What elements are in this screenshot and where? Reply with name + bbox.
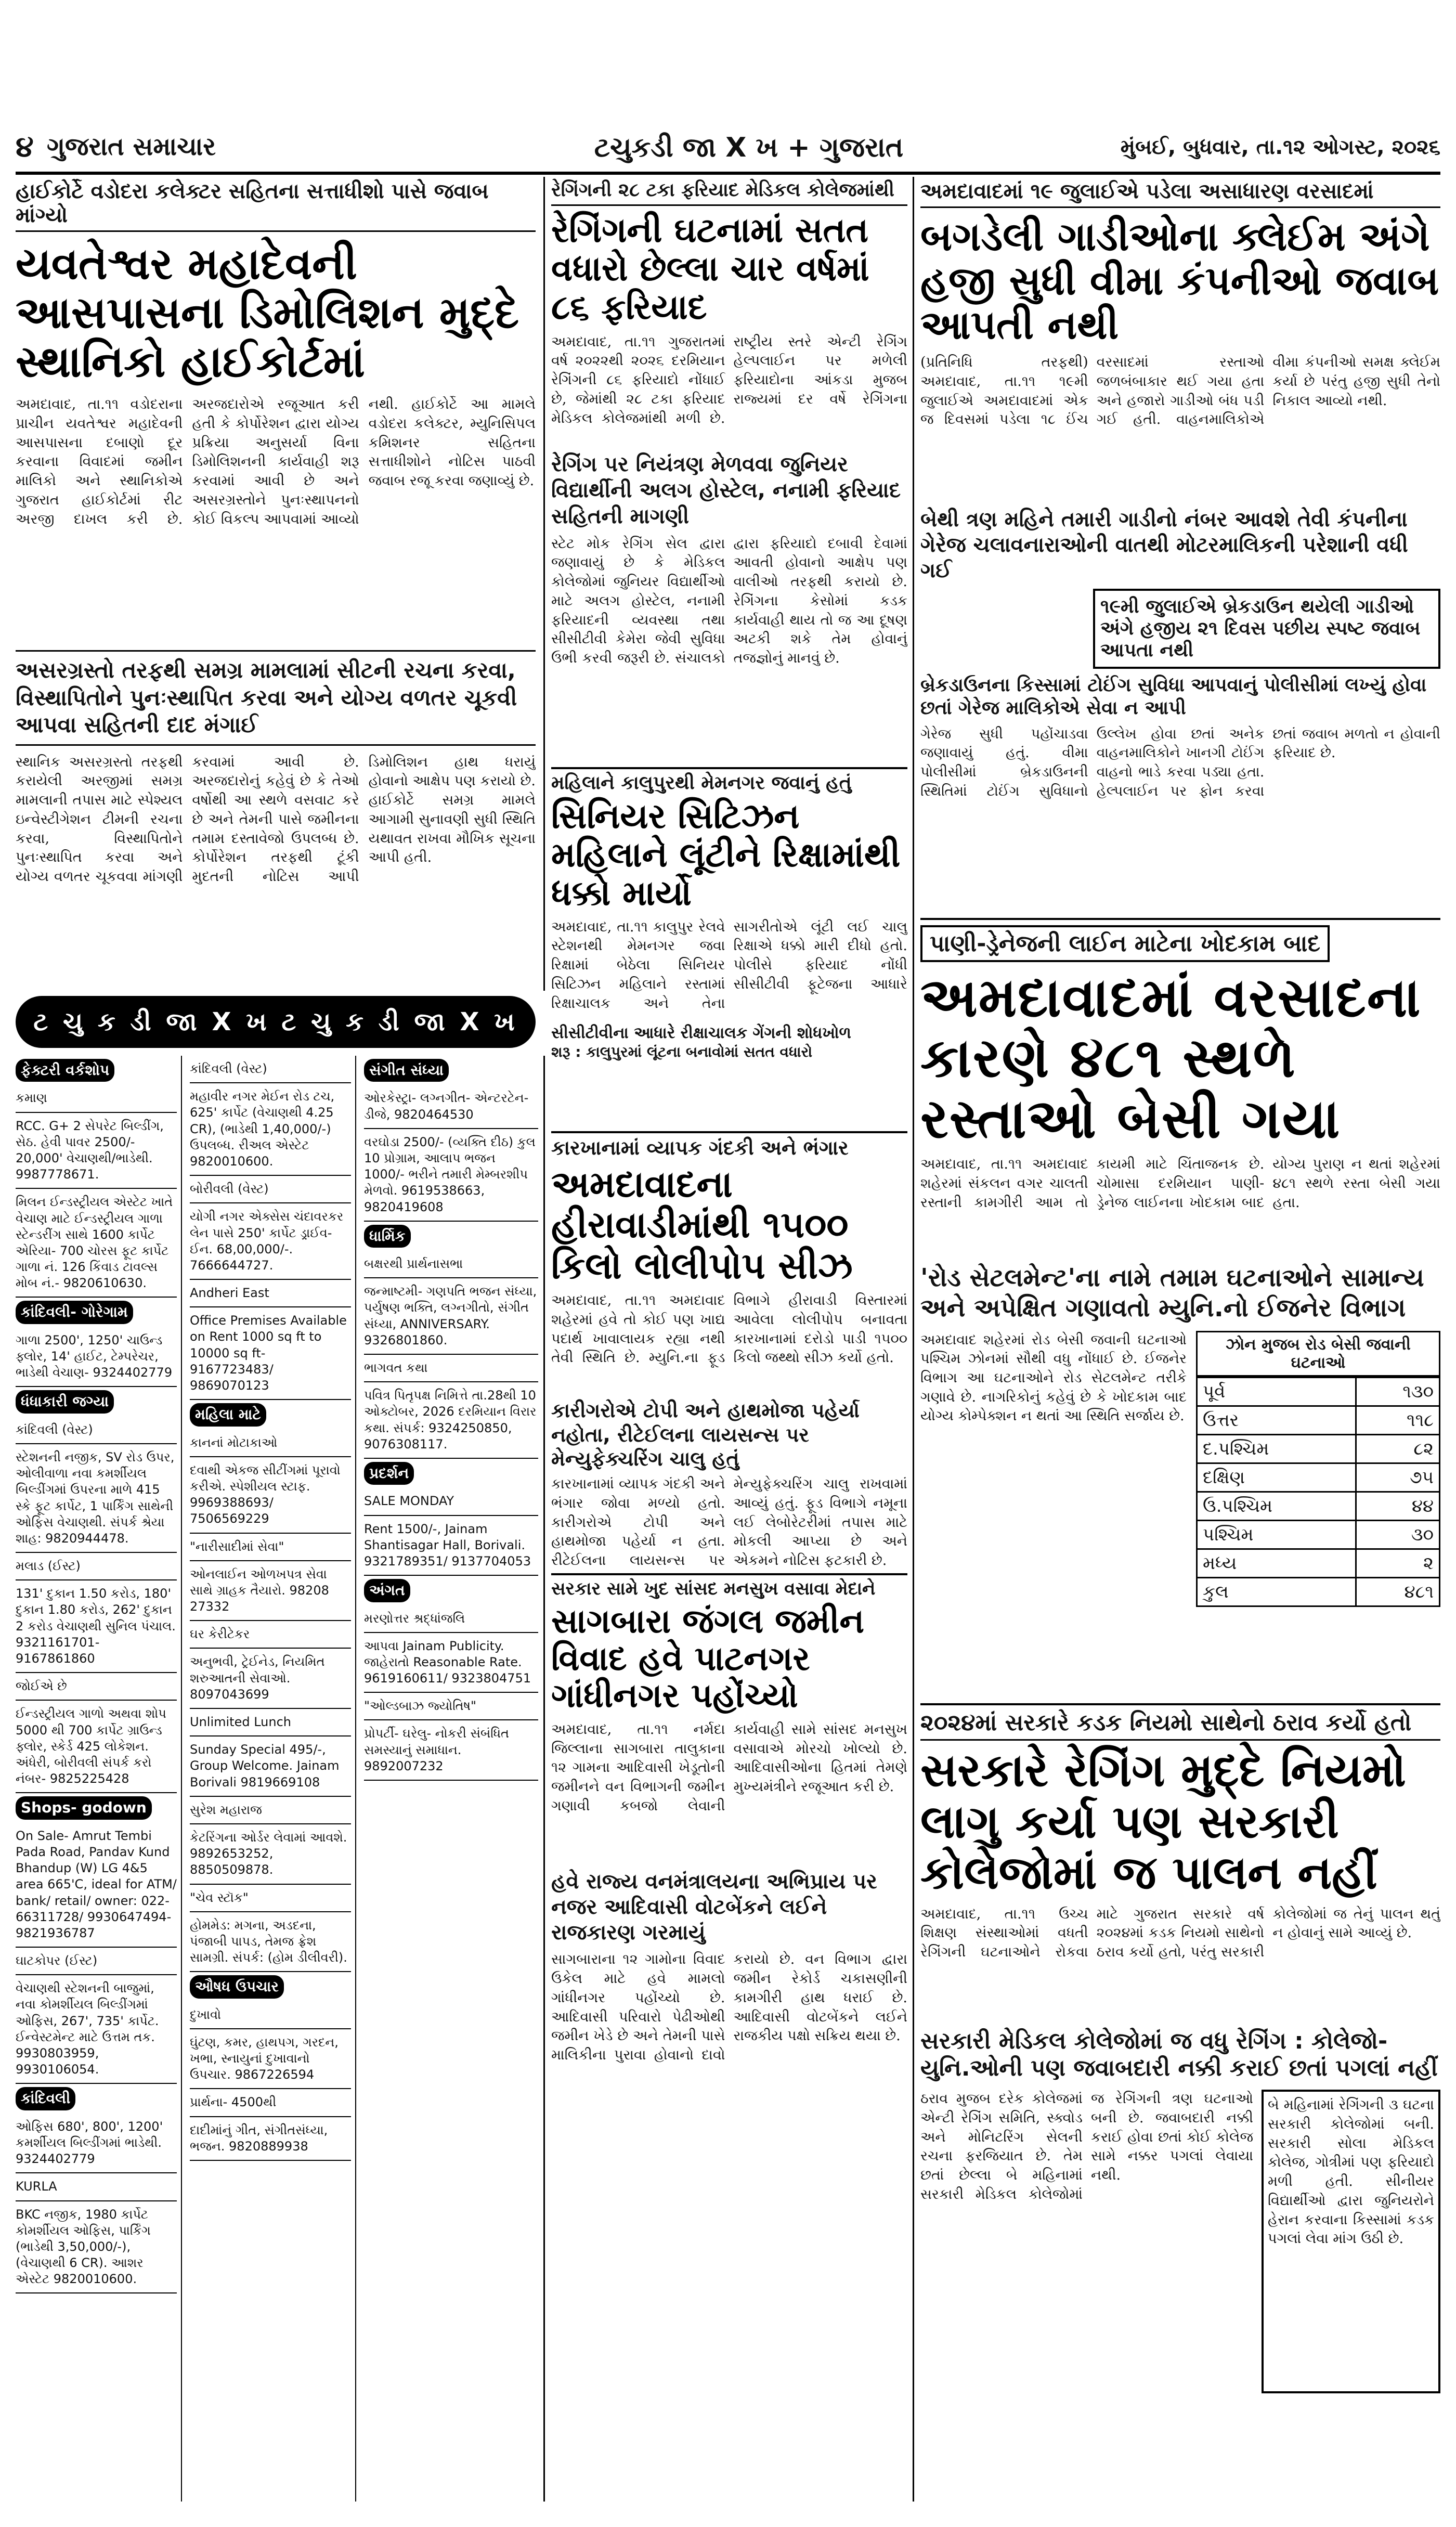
classified-ad: યોગી નગર એક્સેસ ચંદાવરકર લેન પાસે 250' કાર્પેટ ડ્રાઈવ- ઈન. 68,00,000/-. 7666644727.	[190, 1203, 351, 1280]
classifieds-column-2	[190, 1056, 356, 2502]
zone-name: કુલ	[1197, 1577, 1356, 1606]
classified-ad: BKC નજીક, 1980 કાર્પેટ કોમર્શીયલ ઓફિસ, પાર્કિંગ (ભાડેથી 3,50,000/-), (વેચાણથી 6 CR). આશર એસ્ટેટ 9820010600.	[16, 2201, 177, 2294]
story-body: અમદાવાદ, તા.૧૧ અમદાવાદ શહેરમાં સંકલન વગર ચાલતી રસ્તાની કામગીરી આમ તો કાયમી માટે ચિંતાજનક છે. ચોમાસા દરમિયાન પાણી-ડ્રેનેજ લાઈનના ખોદકામ બાદ યોગ્ય પુરાણ ન થતાં શહેરમાં ૪૮૧ સ્થળે રસ્તા બેસી ગયા હતા.	[920, 1156, 1440, 1211]
classified-ad: પ્રાર્થના- 4500થી	[190, 2089, 351, 2117]
classified-ad: પ્રોપર્ટી- ઘરેલુ- નોકરી સંબંધિત સમસ્યાનું સમાધાન. 9892007232	[364, 1720, 538, 1781]
story-body: અમદાવાદ, તા.૧૧ નર્મદા જિલ્લાના સાગબારા તાલુકાના ૧૨ ગામના આદિવાસી ખેડૂતોની જમીનને વન વિભાગની જમીન ગણાવી કબજો લેવાની કાર્યવાહી સામે સાંસદ મનસુખ વસાવાએ મોરચો ખોલ્યો છે. આદિવાસીઓના હિતમાં તેમણે મુખ્યમંત્રીને રજૂઆત કરી છે.	[551, 1721, 907, 1814]
zone-table-row	[1197, 1492, 1440, 1520]
page-number: ૪	[16, 130, 34, 164]
story-callout: ૧૯મી જુલાઈએ બ્રેકડાઉન થયેલી ગાડીઓ અંગે હજીય ૨૧ દિવસ પછીય સ્પષ્ટ જવાબ આપતા નથી	[1093, 589, 1440, 669]
zone-name: દક્ષિણ	[1197, 1463, 1356, 1492]
zone-count: ૪૪	[1356, 1492, 1439, 1520]
masthead	[16, 130, 1440, 172]
story-ragging-complaints	[551, 179, 907, 762]
classified-ad: દુખાવો	[190, 2002, 351, 2029]
classifieds-column-3	[364, 1056, 538, 2502]
zone-name: પૂર્વ	[1197, 1377, 1356, 1406]
paper-name: ગુજરાત સમાચાર	[47, 132, 216, 161]
classified-ad: દવાથી એકજ સીટીંગમાં પૂરાવો કરીએ. સ્પેશીયલ સ્ટાફ. 9969388693/ 7506569229	[190, 1457, 351, 1534]
classified-ad: ઘર કેરીટેકર	[190, 1621, 351, 1649]
classified-ad: વરઘોડા 2500/- (વ્યક્તિ દીઠ) કુલ 10 પ્રોગ્રામ, આલાપ ભજન 1000/- ભરીને તમારી મેમ્બરશીપ મેળવો. 9619538663, 9820419608	[364, 1129, 538, 1222]
classified-ad: જોઈએ છે	[16, 1673, 177, 1701]
classified-ad: "નારીસાદીમાં સેવા"	[190, 1534, 351, 1561]
zone-count: ૧૩૦	[1356, 1377, 1439, 1406]
zone-table-row	[1197, 1463, 1440, 1492]
classified-ad: કાંદિવલી (વેસ્ટ)	[16, 1417, 177, 1444]
story-subhead: 'રોડ સેટલમેન્ટ'ના નામે તમામ ઘટનાઓને સામાન્ય અને અપેક્ષિત ગણાવતો મ્યુનિ.નો ઈજનેર વિભાગ	[920, 1263, 1424, 1323]
classified-ad: કમાણ	[16, 1085, 177, 1112]
column-divider	[543, 1056, 545, 2502]
story-headline: સિનિયર સિટિઝન મહિલાને લૂંટીને રિક્ષામાંથી ધક્કો માર્યો	[551, 796, 901, 913]
story-kicker: સરકાર સામે ખુદ સાંસદ મનસુખ વસાવા મેદાને	[551, 1578, 876, 1599]
zone-count: ૮૨	[1356, 1434, 1439, 1463]
story-subhead: રેગિંગ પર નિયંત્રણ મેળવવા જુનિયર વિદ્યાર્થીની અલગ હોસ્ટેલ, નનામી ફરિયાદ સહિતની માગણી	[551, 452, 901, 528]
classified-ad: પવિત્ર પિતૃપક્ષ નિમિત્તે તા.28થી 10 ઓક્ટોબર, 2026 દરમિયાન વિરાર કથા. સંપર્ક: 9324250850, 9076308117.	[364, 1382, 538, 1459]
story-subhead-2: શરૂ : કાલુપુરમાં લૂંટના બનાવોમાં સતત વધારો	[551, 1043, 813, 1060]
zone-count: ૭૫	[1356, 1463, 1439, 1492]
classified-ad: મહાવીર નગર મેઈન રોડ ટચ, 625' કાર્પેટ (વેચાણથી 4.25 CR), (ભાડેથી 1,40,000/-) ઉપલબ્ધ. રીઅલ એસ્ટેટ 9820010600.	[190, 1083, 351, 1176]
story-subhead-2: બ્રેકડાઉનના કિસ્સામાં ટોઈંગ સુવિધા આપવાનું પોલીસીમાં લખ્યું હોવા છતાં ગેરેજ માલિકોએ સેવા ન આપી	[920, 674, 1427, 719]
masthead-rule	[16, 172, 1440, 175]
story-ragging-rules	[920, 1703, 1440, 2502]
column-divider	[913, 177, 914, 2502]
column-divider	[543, 177, 545, 991]
classified-category: સંગીત સંધ્યા	[364, 1059, 449, 1082]
classified-ad: કાંદિવલી (વેસ્ટ)	[190, 1056, 351, 1083]
story-headline: સાગબારા જંગલ જમીન વિવાદ હવે પાટનગર ગાંધીનગર પહોંચ્યો	[551, 1602, 865, 1716]
story-body: અમદાવાદ, તા.૧૧ વડોદરાના પ્રાચીન યવતેશ્વર મહાદેવની આસપાસના દબાણો દૂર કરવાના વિવાદમાં જમીન માલિકો અને સ્થાનિકોએ ગુજરાત હાઈકોર્ટમાં રીટ અરજી દાખલ કરી છે. અરજદારોએ રજૂઆત કરી હતી કે કોર્પોરેશન દ્વારા યોગ્ય પ્રક્રિયા અનુસર્યા વિના ડિમોલિશનની કાર્યવાહી શરૂ કરવામાં આવી છે અને અસરગ્રસ્તોને પુનઃસ્થાપનનો કોઈ વિકલ્પ આપવામાં આવ્યો નથી. હાઈકોર્ટે આ મામલે વડોદરા કલેક્ટર, મ્યુનિસિપલ કમિશનર સહિતના સત્તાધીશોને નોટિસ પાઠવી જવાબ રજૂ કરવા જણાવ્યું છે.	[16, 396, 536, 527]
story-demolition	[16, 179, 536, 991]
story-body-continued: સ્ટેટ મોક રેગિંગ સેલ દ્વારા જણાવાયું છે કે મેડિકલ કોલેજોમાં જુનિયર વિદ્યાર્થીઓ માટે અલગ હોસ્ટેલ, નનામી ફરિયાદની વ્યવસ્થા તથા સીસીટીવી કેમેરા જેવી સુવિધા ઉભી કરવી જરૂરી છે. સંચાલકો દ્વારા ફરિયાદો દબાવી દેવામાં આવતી હોવાનો આક્ષેપ પણ વાલીઓ તરફથી કરાયો છે. રેગિંગના કેસોમાં કડક કાર્યવાહી થાય તો જ આ દૂષણ અટકી શકે તેમ હોવાનું તજજ્ઞોનું માનવું છે.	[551, 535, 907, 667]
classified-ad: ઈન્ડસ્ટ્રીયલ ગાળો અથવા શોપ 5000 થી 700 કાર્પેટ ગ્રાઉન્ડ ફ્લોર, સ્કેર્ડ 425 લોકેશન. અંધેરી, બોરીવલી સંપર્ક કરો નંબર- 9825225428	[16, 1701, 177, 1793]
story-body: અમદાવાદ, તા.૧૧ અમદાવાદ શહેરમાં હવે તો કોઈ પણ ખાદ્ય પદાર્થ ખાવાલાયક રહ્યા નથી તેવી સ્થિતિ છે. મ્યુનિ.ના ફૂડ વિભાગે હીરાવાડી વિસ્તારમાં આવેલા લોલીપોપ બનાવતા કારખાનામાં દરોડો પાડી ૧૫૦૦ કિલો જથ્થો સીઝ કર્યો હતો.	[551, 1292, 907, 1366]
story-insurance-claims	[920, 179, 1440, 913]
story-kicker: કારખાનામાં વ્યાપક ગંદકી અને ભંગાર	[551, 1136, 849, 1159]
story-body-continued: કારખાનામાં વ્યાપક ગંદકી અને ભંગાર જોવા મળ્યો હતો. કારીગરોએ ટોપી અને હાથમોજા પહેર્યા ન હતા. રીટેઈલના લાયસન્સ પર મેન્યુફેક્ચરિંગ ચાલુ રાખવામાં આવ્યું હતું. ફૂડ વિભાગે નમૂના લઈ લેબોરેટરીમાં તપાસ માટે મોકલી આપ્યા છે અને એકમને નોટિસ ફટકારી છે.	[551, 1476, 907, 1569]
classified-ad: બોરીવલી (વેસ્ટ)	[190, 1176, 351, 1203]
story-body: (પ્રતિનિધિ તરફથી) અમદાવાદ, તા.૧૧ ૧૯મી જુલાઈએ અમદાવાદમાં એક જ દિવસમાં પડેલા ૧૮ ઈંચ વરસાદમાં રસ્તાઓ જળબંબાકાર થઈ ગયા હતા અને હજારો ગાડીઓ બંધ પડી ગઈ હતી. વાહનમાલિકોએ વીમા કંપનીઓ સમક્ષ ક્લેઈમ કર્યા છે પરંતુ હજી સુધી તેનો નિકાલ આવ્યો નથી.	[920, 354, 1440, 428]
section-title: ટચુકડી જા X ખ + ગુજરાત	[594, 132, 904, 163]
classified-ad: બક્ષરથી પ્રાર્થનાસભા	[364, 1251, 538, 1278]
classified-ad: KURLA	[16, 2173, 177, 2201]
story-body-continued: સ્થાનિક અસરગ્રસ્તો તરફથી કરાયેલી અરજીમાં સમગ્ર મામલાની તપાસ માટે સ્પેશ્યલ ઇન્વેસ્ટીગેશન ટીમની રચના કરવા, વિસ્થાપિતોને પુનઃસ્થાપિત કરવા અને યોગ્ય વળતર ચૂકવવા માંગણી કરવામાં આવી છે. અરજદારોનું કહેવું છે કે તેઓ વર્ષોથી આ સ્થળે વસવાટ કરે છે અને તેમની પાસે જમીનના તમામ દસ્તાવેજો ઉપલબ્ધ છે. કોર્પોરેશન તરફથી ટૂંકી મુદતની નોટિસ આપી ડિમોલિશન હાથ ધરાયું હોવાનો આક્ષેપ પણ કરાયો છે. હાઈકોર્ટે સમગ્ર મામલે આગામી સુનાવણી સુધી સ્થિતિ યથાવત રાખવા મૌખિક સૂચના આપી હતી.	[16, 754, 536, 885]
classified-ad: કેટરિંગના ઓર્ડર લેવામાં આવશે. 9892653252, 8850509878.	[190, 1824, 351, 1885]
zone-name: પશ્ચિમ	[1197, 1520, 1356, 1549]
story-senior-citizen-robbery	[551, 767, 907, 1126]
classified-ad: ઓરકેસ્ટ્રા- લગ્નગીત- એન્ટરટેન- ડીજે, 9820464530	[364, 1085, 538, 1129]
classified-ad: Andheri East	[190, 1280, 351, 1307]
zone-table-row	[1197, 1577, 1440, 1606]
classified-ad: મિલન ઈન્ડસ્ટ્રીયલ એસ્ટેટ ખાતે વેચાણ માટે ઈન્ડસ્ટ્રીયલ ગાળા સ્ટેન્ડરીંગ સાથે 1600 કાર્પેટ એરિયા- 700 ચોરસ ફૂટ કાર્પેટ ગાળા નં. 126 કિંવાડ ટાવલ્સ મોબ નં.- 9820610630.	[16, 1189, 177, 1298]
classified-category: કાંદિવલી- ગોરેગામ	[16, 1301, 133, 1324]
story-subhead: સીસીટીવીના આધારે રીક્ષાચાલક ગેંગની શોધખોળ	[551, 1023, 851, 1042]
story-body-continued: ઠરાવ મુજબ દરેક કોલેજમાં એન્ટી રેગિંગ સમિતિ, સ્ક્વોડ અને મોનિટરિંગ સેલની રચના ફરજિયાત છે. તેમ છતાં છેલ્લા બે મહિનામાં સરકારી મેડિકલ કોલેજોમાં જ રેગિંગની ત્રણ ઘટનાઓ બની છે. જવાબદારી નક્કી કરાઈ હોવા છતાં કોઈ કોલેજ સામે નક્કર પગલાં લેવાયા નથી.	[920, 2091, 1253, 2202]
classified-category: Shops- godown	[16, 1796, 152, 1819]
story-subhead: બેથી ત્રણ મહિને તમારી ગાડીનો નંબર આવશે તેવી કંપનીના ગેરેજ ચલાવનારાઓની વાતથી મોટરમાલિકની પરેશાની વધી ગઈ	[920, 508, 1408, 582]
story-body: અમદાવાદ, તા.૧૧ ગુજરાતમાં વર્ષ ૨૦૨૨થી ૨૦૨૬ દરમિયાન રેગિંગની ૮૬ ફરિયાદો નોંધાઈ છે, જેમાંથી ૨૮ ટકા ફરિયાદ મેડિકલ કોલેજમાંથી મળી છે. રાષ્ટ્રીય સ્તરે એન્ટી રેગિંગ હેલ્પલાઈન પર મળેલી ફરિયાદોના આંકડા મુજબ રાજ્યમાં દર વર્ષે રેગિંગના	[551, 333, 907, 426]
zone-name: મધ્ય	[1197, 1549, 1356, 1577]
zone-count: ૨	[1356, 1549, 1439, 1577]
classified-ad: Sunday Special 495/-, Group Welcome. Jainam Borivali 9819669108	[190, 1736, 351, 1797]
classified-ad: ઓફિસ 680', 800', 1200' કમર્શીયલ બિલ્ડીંગમાં ભાડેથી. 9324402779	[16, 2114, 177, 2174]
classified-ad: ઘુંટણ, કમર, હાથપગ, ગરદન, ખભા, સ્નાયુનાં દુખાવાનો ઉપચાર. 9867226594	[190, 2029, 351, 2090]
story-lollipop-seizure	[551, 1131, 907, 1568]
story-kicker: પાણી-ડ્રેનેજની લાઈન માટેના ખોદકામ બાદ	[920, 925, 1330, 962]
story-subhead: અસરગ્રસ્તો તરફથી સમગ્ર મામલામાં સીટની રચના કરવા, વિસ્થાપિતોને પુનઃસ્થાપિત કરવા અને યોગ્ય વળતર ચૂકવી આપવા સહિતની દાદ મંગાઈ	[16, 650, 536, 746]
zone-count: ૩૦	[1356, 1520, 1439, 1549]
story-body-continued: ગેરેજ સુધી પહોંચાડવા જણાવાયું હતું. વીમા પોલીસીમાં બ્રેકડાઉનની સ્થિતિમાં ટોઈંગ સુવિધાનો ઉલ્લેખ હોવા છતાં અનેક વાહનમાલિકોને ખાનગી ટોઈંગ વાહનો ભાડે કરવા પડ્યા હતા. હેલ્પલાઈન પર ફોન કરવા છતાં જવાબ મળતો ન હોવાની ફરિયાદ છે.	[920, 725, 1440, 799]
story-kicker: રેગિંગની ૨૮ ટકા ફરિયાદ મેડિકલ કોલેજમાંથી	[551, 179, 907, 206]
classified-ad: Unlimited Lunch	[190, 1709, 351, 1736]
classified-ad: "ચેવ સ્ટૉક"	[190, 1885, 351, 1912]
classified-ad: ગાળા 2500', 1250' ચાઉન્ડ ફ્લોર, 14' હાઈટ, ટેમ્પરેચર, ભાડેથી વેચાણ- 9324402779	[16, 1327, 177, 1388]
classified-ad: ઘાટકોપર (ઈસ્ટ)	[16, 1948, 177, 1975]
zone-table-row	[1197, 1377, 1440, 1406]
classified-category: અંગત	[364, 1579, 410, 1602]
story-headline: યવતેશ્વર મહાદેવની આસપાસના ડિમોલિશન મુદ્દે સ્થાનિકો હાઈકોર્ટમાં	[16, 238, 519, 387]
zone-name: ઉ.પશ્ચિમ	[1197, 1492, 1356, 1520]
zone-name: ઉત્તર	[1197, 1406, 1356, 1434]
zone-table-title: ઝોન મુજબ રોડ બેસી જવાની ઘટનાઓ	[1196, 1331, 1440, 1377]
story-subhead: હવે રાજ્ય વનમંત્રાલયના અભિપ્રાય પર નજર આદિવાસી વોટબેંકને લઈને રાજકારણ ગરમાયું	[551, 1870, 877, 1945]
story-kicker: મહિલાને કાલુપુરથી મેમનગર જવાનું હતું	[551, 772, 852, 794]
classified-ad: વેચાણથી સ્ટેશનની બાજુમાં, નવા કોમર્શીયલ બિલ્ડીંગમાં ઓફિસ, 267', 735' કાર્પેટ. ઈન્વેસ્ટમેન્ટ માટે ઉત્તમ તક. 9930803959, 9930106054.	[16, 1975, 177, 2084]
story-headline: અમદાવાદના હીરાવાડીમાંથી ૧૫૦૦ કિલો લોલીપોપ સીઝ	[551, 1163, 853, 1287]
classified-ad: Rent 1500/-, Jainam Shantisagar Hall, Borivali. 9321789351/ 9137704053	[364, 1516, 538, 1576]
classified-ad: સુરેશ મહારાજ	[190, 1797, 351, 1824]
classified-ad: ભાગવત કથા	[364, 1355, 538, 1382]
story-body-continued: સાગબારાના ૧૨ ગામોના વિવાદ ઉકેલ માટે હવે મામલો ગાંધીનગર પહોંચ્યો છે. આદિવાસી પરિવારો પેઢીઓથી જમીન ખેડે છે અને તેમની પાસે માલિકીના પુરાવા હોવાનો દાવો કરાયો છે. વન વિભાગ દ્વારા જમીન રેકોર્ડ ચકાસણીની કામગીરી હાથ ધરાઈ છે. આદિવાસી વોટબેંકને લઈને રાજકીય પક્ષો સક્રિય થયા છે.	[551, 1951, 907, 2063]
classified-ad: Office Premises Available on Rent 1000 sq ft to 10000 sq ft- 9167723483/ 9869070123	[190, 1307, 351, 1400]
zone-table-row	[1197, 1434, 1440, 1463]
story-subhead: કારીગરોએ ટોપી અને હાથમોજા પહેર્યા નહોતા, રીટેઈલના લાયસન્સ પર મેન્યુફેક્ચરિંગ ચાલુ હતું	[551, 1399, 860, 1470]
story-subhead: સરકારી મેડિકલ કોલેજોમાં જ વધુ રેગિંગ : કોલેજો-યુનિ.ઓની પણ જવાબદારી નક્કી કરાઈ છતાં પગલાં નહીં	[920, 2027, 1438, 2082]
classified-ad: કાનનાં મોટાકાઓ	[190, 1430, 351, 1457]
classified-category: પ્રદર્શન	[364, 1462, 414, 1485]
classifieds-column-1	[16, 1056, 182, 2502]
story-kicker: અમદાવાદમાં ૧૯ જુલાઈએ પડેલા અસાધારણ વરસાદમાં	[920, 179, 1440, 208]
classified-ad: સ્ટેશનની નજીક, SV રોડ ઉપર, ઓલીવાળા નવા કમર્શીયલ બિલ્ડીંગમાં ઉપરના માળે 415 સ્કે ફૂટ કાર્પેટ, 1 પાર્કિંગ સાથેની ઓફિસ વેચાણથી. સંપર્ક શ્રેયા શાહ: 9820944478.	[16, 1444, 177, 1553]
classified-ad: SALE MONDAY	[364, 1488, 538, 1515]
classified-ad: RCC. G+ 2 સેપરેટ બિલ્ડીંગ, સેઠ. હેવી પાવર 2500/- 20,000' વેચાણથી/ભાડેથી. 9987778671.	[16, 1113, 177, 1189]
classified-ad: ઓનલાઈન ઓળખપત્ર સેવા સાથે ગ્રાહક તૈયારો. 98208 27332	[190, 1561, 351, 1622]
story-sidebar: બે મહિનામાં રેગિંગની ૩ ઘટના સરકારી કોલેજોમાં બની. સરકારી સોલા મેડિકલ કોલેજ, ગોત્રીમાં પણ ફરિયાદો મળી હતી. સીનીયર વિદ્યાર્થીઓ દ્વારા જુનિયરોને હેરાન કરવાના કિસ્સામાં કડક પગલાં લેવા માંગ ઉઠી છે.	[1262, 2090, 1440, 2393]
zone-name: દ.પશ્ચિમ	[1197, 1434, 1356, 1463]
story-kicker: ૨૦૨૪માં સરકારે કડક નિયમો સાથેનો ઠરાવ કર્યો હતો	[920, 1705, 1440, 1741]
classified-ad: "ઓલ્ડબાઝ જ્યોતિષ"	[364, 1693, 538, 1720]
story-sagbara-land-dispute	[551, 1573, 907, 2502]
story-headline: રેગિંગની ઘટનામાં સતત વધારો છેલ્લા ચાર વર્ષમાં ૮૬ ફરિયાદ	[551, 210, 869, 327]
zone-count: ૪૮૧	[1356, 1577, 1439, 1606]
classified-category: કાંદિવલી	[16, 2087, 75, 2110]
dateline: મુંબઈ, બુધવાર, તા.૧૨ ઓગસ્ટ, ૨૦૨૬	[1120, 135, 1440, 159]
story-headline: અમદાવાદમાં વરસાદના કારણે ૪૮૧ સ્થળે રસ્તાઓ બેસી ગયા	[920, 966, 1422, 1150]
classified-ad: મરણોત્તર શ્રદ્ધાંજલિ	[364, 1605, 538, 1633]
story-body-continued: અમદાવાદ શહેરમાં રોડ બેસી જવાની ઘટનાઓ પશ્ચિમ ઝોનમાં સૌથી વધુ નોંધાઈ છે. ઈજનેર વિભાગ આ ઘટનાઓને રોડ સેટલમેન્ટ તરીકે ગણાવે છે. નાગરિકોનું કહેવું છે કે ખોદકામ બાદ યોગ્ય કોમ્પેક્શન ન થતાં આ સ્થિતિ સર્જાય છે.	[920, 1331, 1187, 1424]
classifieds-strip: ટ ચુ ક ડી જા X ખ ટ ચુ ક ડી જા X ખ	[16, 996, 536, 1048]
classified-category: ફેક્ટરી વર્કશોપ	[16, 1059, 114, 1082]
zone-table-box	[1196, 1331, 1440, 1607]
story-body: અમદાવાદ, તા.૧૧ કાલુપુર રેલવે સ્ટેશનથી મેમનગર જવા રિક્ષામાં બેઠેલા સિનિયર સિટિઝન મહિલાને રસ્તામાં રિક્ષાચાલક અને તેના સાગરીતોએ લૂંટી લઈ ચાલુ રિક્ષાએ ધક્કો મારી દીધો હતો. પોલીસે ફરિયાદ નોંધી સીસીટીવી ફૂટેજના આધારે	[551, 918, 907, 1012]
classified-ad: મલાડ (ઈસ્ટ)	[16, 1553, 177, 1580]
classified-ad: આપવા Jainam Publicity. જાહેરાતો Reasonable Rate. 9619160611/ 9323804751	[364, 1633, 538, 1693]
story-road-cave-ins	[920, 918, 1440, 1698]
zone-table	[1196, 1377, 1440, 1607]
story-body: અમદાવાદ, તા.૧૧ ઉચ્ચ શિક્ષણ સંસ્થાઓમાં વધતી રેગિંગની ઘટનાઓને રોકવા માટે ગુજરાત સરકારે વર્ષ ૨૦૨૪માં કડક નિયમો સાથેનો ઠરાવ કર્યો હતો, પરંતુ સરકારી કોલેજોમાં જ તેનું પાલન થતું ન હોવાનું સામે આવ્યું છે.	[920, 1906, 1440, 1961]
story-kicker: હાઈકોર્ટે વડોદરા કલેક્ટર સહિતના સત્તાધીશો પાસે જવાબ માંગ્યો	[16, 179, 536, 232]
classified-category: મહિલા માટે	[190, 1403, 266, 1426]
classified-ad: જન્માષ્ટમી- ગણપતિ ભજન સંધ્યા, પર્યુષણ ભક્તિ, લગ્નગીતો, સંગીત સંધ્યા, ANNIVERSARY. 9326801860.	[364, 1278, 538, 1355]
classified-ad: On Sale- Amrut Tembi Pada Road, Pandav Kund Bhandup (W) LG 4&5 area 665'C, ideal for ATM/ bank/ retail/ owner: 022-66311728/ 9930647494- 9821936787	[16, 1823, 177, 1948]
zone-count: ૧૧૮	[1356, 1406, 1439, 1434]
story-headline: બગડેલી ગાડીઓના ક્લેઈમ અંગે હજી સુધી વીમા કંપનીઓ જવાબ આપતી નથી	[920, 213, 1439, 348]
zone-table-row	[1197, 1520, 1440, 1549]
classified-ad: દાદીમાંનું ગીત, સંગીતસંધ્યા, ભજન. 9820889938	[190, 2117, 351, 2161]
classified-category: ઔષધ ઉપચાર	[190, 1975, 284, 1998]
classified-ad: 131' દુકાન 1.50 કરોડ, 180' દુકાન 1.80 કરોડ, 262' દુકાન 2 કરોડ વેચાણથી સુનિલ પંચાલ. 9321161701- 9167861860	[16, 1580, 177, 1673]
classified-category: ધંધાકારી જગ્યા	[16, 1390, 114, 1413]
classified-ad: અનુભવી, ટ્રેઈનેડ, નિયમિત શરુઆતની સેવાઓ. 8097043699	[190, 1649, 351, 1709]
zone-table-row	[1197, 1549, 1440, 1577]
classified-category: ધાર્મિક	[364, 1225, 411, 1248]
zone-table-row	[1197, 1406, 1440, 1434]
classified-ad: હોમમેડ: મગના, અડદના, પંજાબી પાપડ, તેમજ ફ્રેશ સામગ્રી. સંપર્ક: (હોમ ડીલીવરી).	[190, 1912, 351, 1973]
story-headline: સરકારે રેગિંગ મુદ્દે નિયમો લાગુ કર્યા પણ સરકારી કોલેજોમાં જ પાલન નહીં	[920, 1743, 1406, 1900]
